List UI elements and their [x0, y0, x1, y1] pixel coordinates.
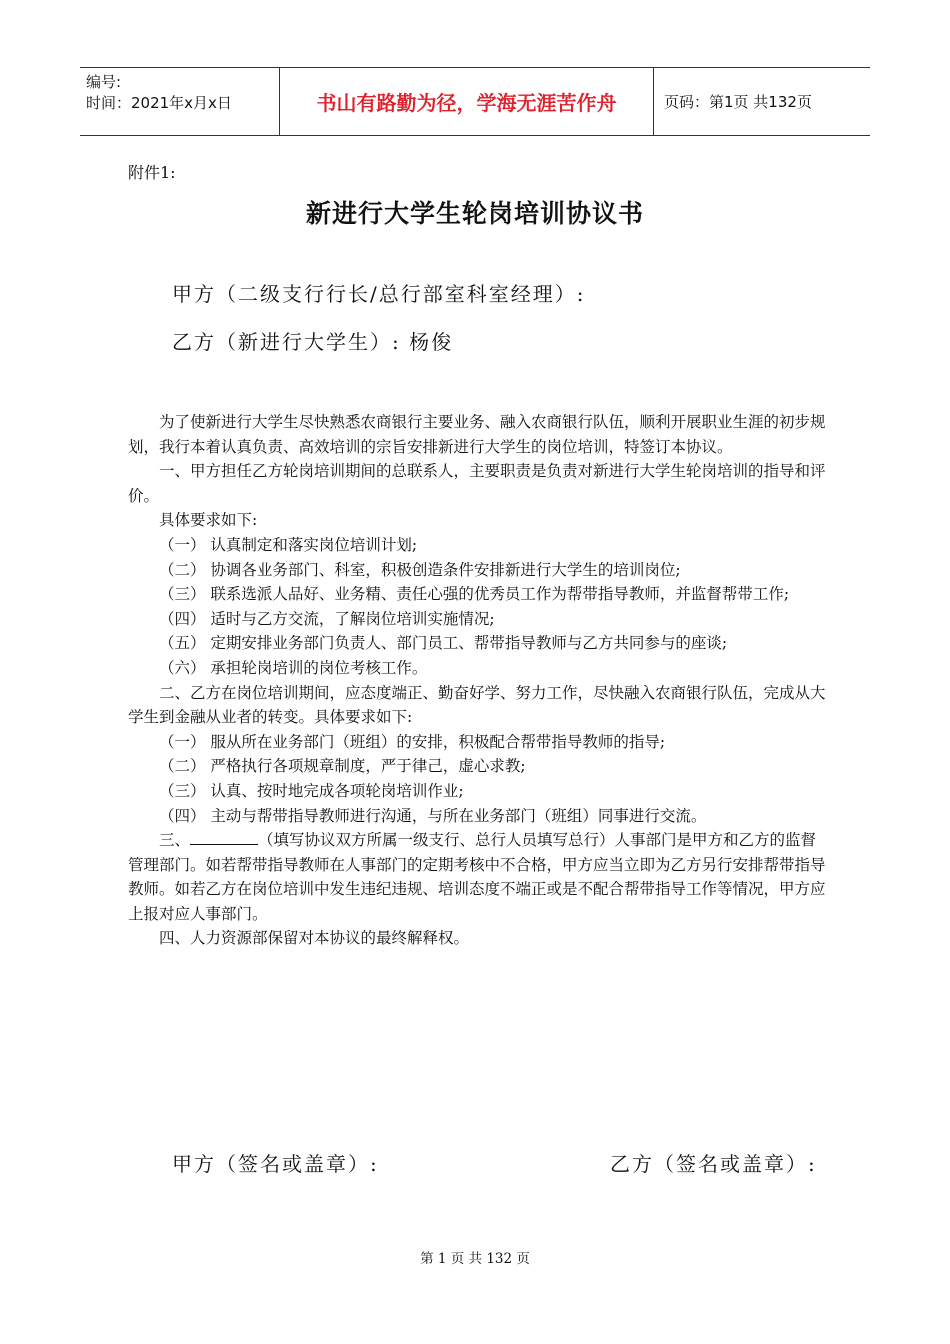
doc-time-label: 时间：2021年x月x日: [86, 94, 232, 112]
body-paragraph: （三） 认真、按时地完成各项轮岗培训作业;: [159, 781, 464, 800]
agreement-body: [128, 410, 828, 951]
body-paragraph: （三） 联系选派人品好、业务精、责任心强的优秀员工作为帮带指导教师，并监督帮带工作;: [159, 585, 790, 604]
doc-number-label: 编号:: [86, 73, 122, 91]
paragraph-three: [128, 828, 828, 926]
paragraph-list: [128, 410, 828, 828]
header-meta-cell: [80, 68, 280, 135]
paragraph-four: 四、人力资源部保留对本协议的最终解释权。: [159, 929, 470, 948]
paragraph-three-prefix: 三、: [159, 831, 191, 850]
body-paragraph: （二） 协调各业务部门、科室，积极创造条件安排新进行大学生的培训岗位;: [159, 560, 681, 579]
body-paragraph: （四） 主动与帮带指导教师进行沟通，与所在业务部门（班组）同事进行交流。: [159, 806, 707, 825]
body-paragraph: （五） 定期安排业务部门负责人、部门员工、帮带指导教师与乙方共同参与的座谈;: [159, 634, 728, 653]
body-paragraph: （四） 适时与乙方交流，了解岗位培训实施情况;: [159, 609, 495, 628]
body-paragraph: 具体要求如下:: [159, 511, 258, 530]
body-paragraph: 一、甲方担任乙方轮岗培训期间的总联系人，主要职责是负责对新进行大学生轮岗培训的指导和评价。: [128, 462, 826, 505]
party-b-line: 乙方（新进行大学生）: 杨俊: [172, 330, 454, 354]
body-paragraph: （一） 服从所在业务部门（班组）的安排，积极配合帮带指导教师的指导;: [159, 732, 666, 751]
signature-party-a: 甲方（签名或盖章）:: [172, 1152, 379, 1176]
body-paragraph: （六） 承担轮岗培训的岗位考核工作。: [159, 658, 428, 677]
body-paragraph: （二） 严格执行各项规章制度，严于律己，虚心求教;: [159, 757, 526, 776]
body-paragraph: 二、乙方在岗位培训期间，应态度端正、勤奋好学、努力工作，尽快融入农商银行队伍，完成从大学生到金融从业者的转变。具体要求如下:: [128, 683, 826, 727]
paragraph-three-text: （填写协议双方所属一级支行、总行人员填写总行）人事部门是甲方和乙方的监督管理部门。如若帮带指导教师在人事部门的定期考核中不合格，甲方应当立即为乙方另行安排帮带指导教师。如若乙方在岗位培训中发生违纪违规、培训态度不端正或是不配合帮带指导工作等情况，甲方应上报对应人事部门。: [128, 831, 826, 923]
annex-label: 附件1:: [128, 163, 176, 182]
header-table: [80, 67, 870, 136]
fill-in-blank[interactable]: [190, 830, 258, 845]
page-footer: 第 1 页 共 132 页: [420, 1251, 530, 1267]
header-motto: 书山有路勤为径，学海无涯苦作舟: [280, 68, 654, 135]
body-paragraph: 为了使新进行大学生尽快熟悉农商银行主要业务、融入农商银行队伍，顺利开展职业生涯的初步规划，我行本着认真负责、高效培训的宗旨安排新进行大学生的岗位培训，特签订本协议。: [128, 413, 826, 456]
signature-party-b: 乙方（签名或盖章）:: [610, 1152, 817, 1176]
party-a-line: 甲方（二级支行行长/总行部室科室经理）:: [172, 282, 586, 306]
document-title: 新进行大学生轮岗培训协议书: [305, 199, 644, 228]
body-paragraph: （一） 认真制定和落实岗位培训计划;: [159, 535, 418, 554]
header-page-info: 页码：第1页 共132页: [664, 93, 812, 111]
